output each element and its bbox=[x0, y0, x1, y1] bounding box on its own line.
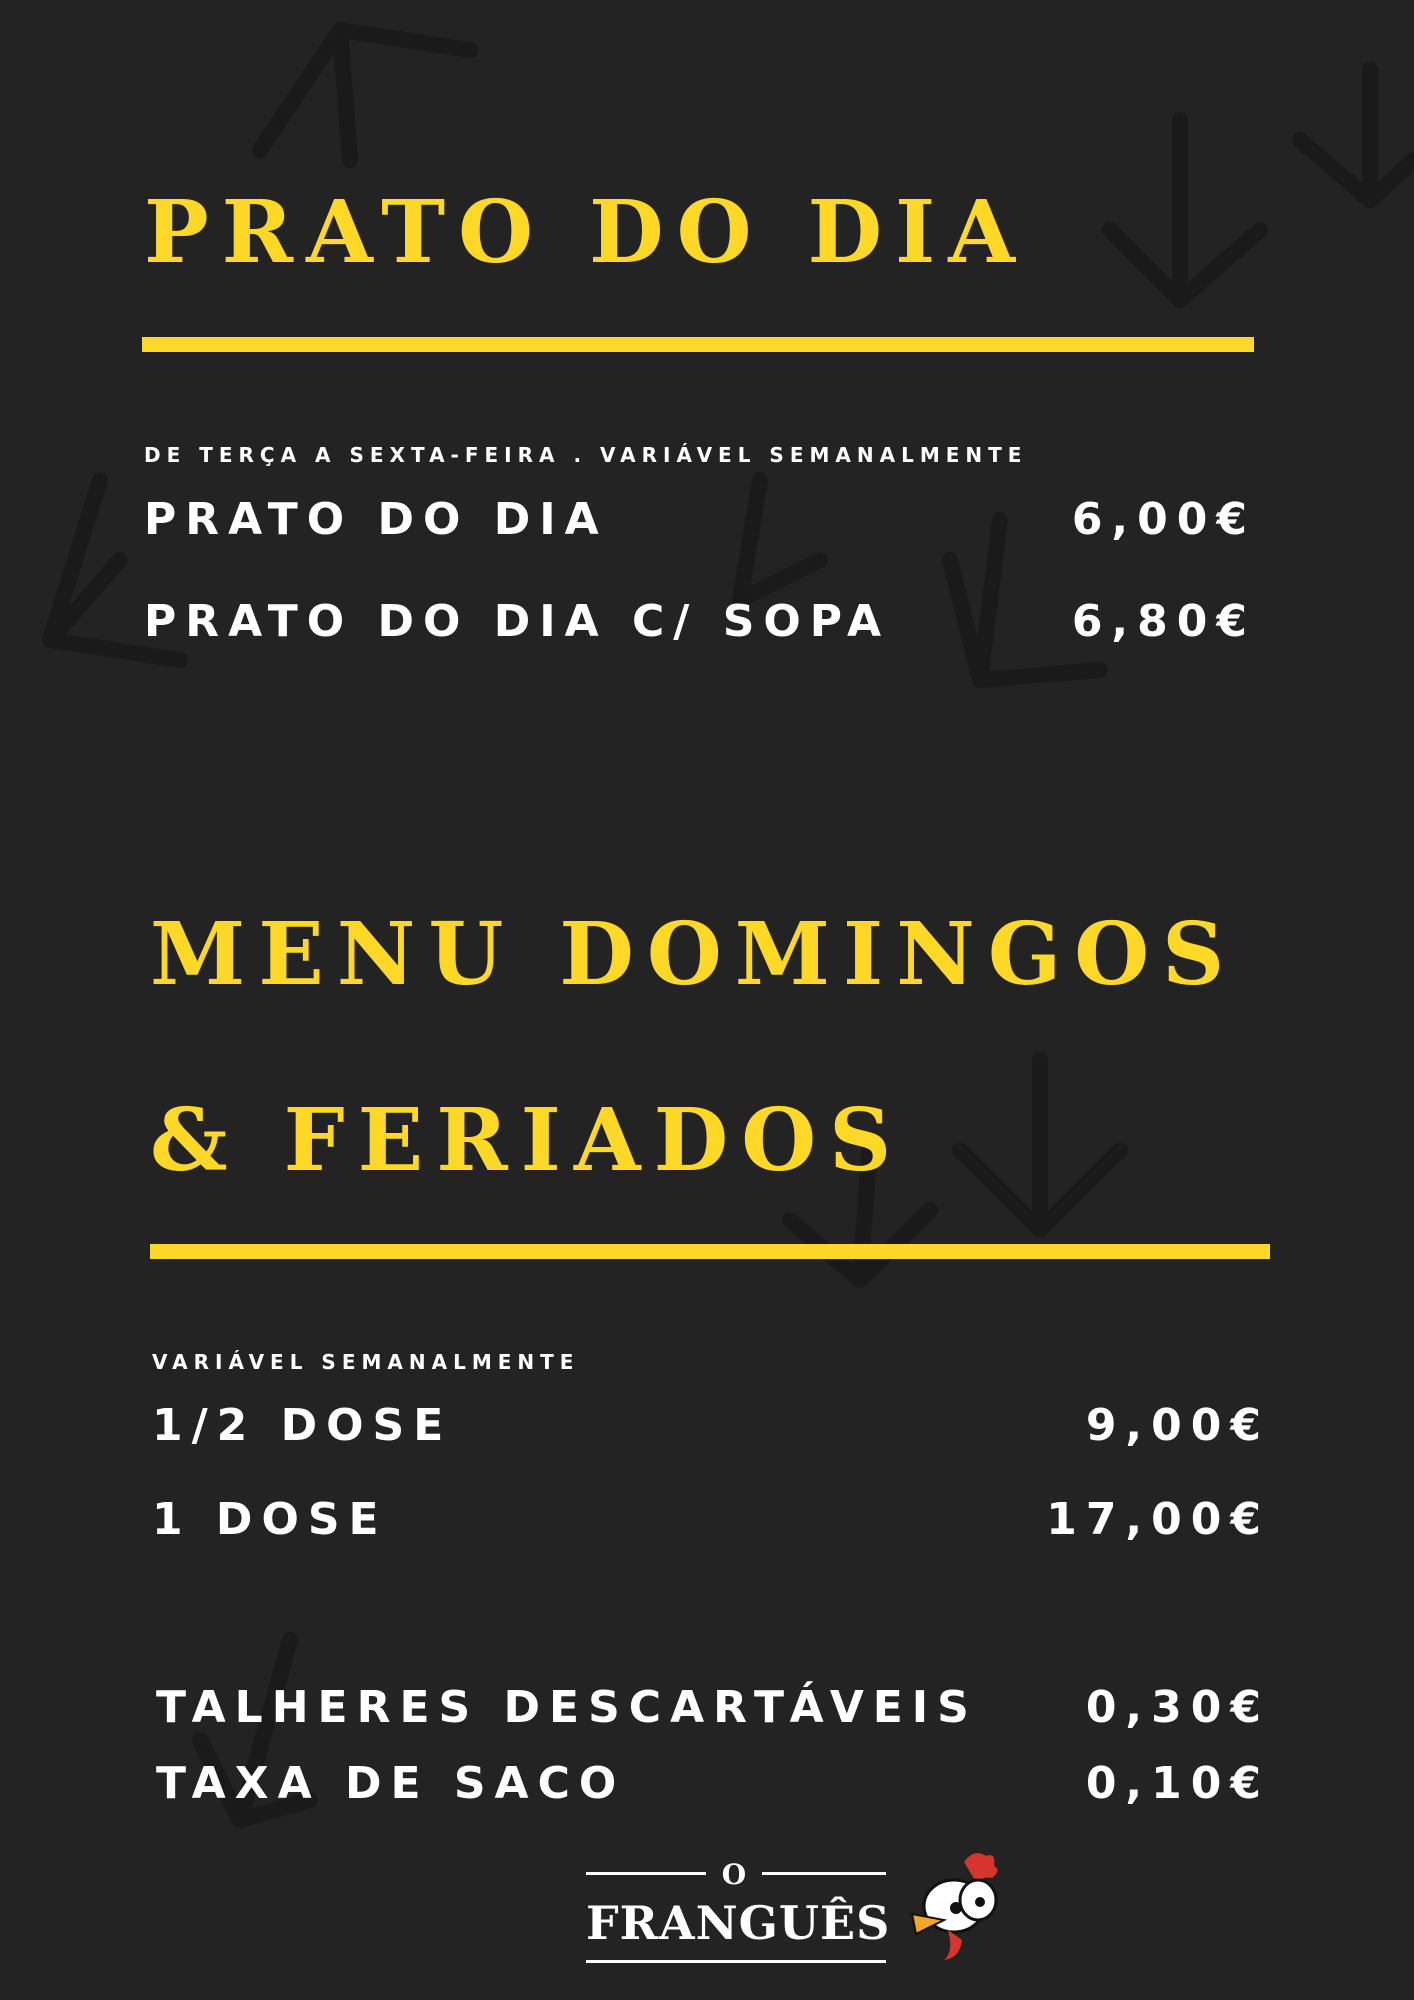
logo-wordmark: FRANGUÊS bbox=[586, 1896, 891, 1950]
extra-item-price: 0,30€ bbox=[1085, 1682, 1270, 1733]
extra-item-row bbox=[156, 1682, 1270, 1733]
menu-domingos-heading-line1: MENU DOMINGOS bbox=[150, 904, 1238, 1005]
prato-do-dia-subtitle: DE TERÇA A SEXTA-FEIRA . VARIÁVEL SEMANALMENTE bbox=[144, 443, 1028, 467]
extra-item-name: TAXA DE SACO bbox=[156, 1758, 626, 1809]
menu-item-price: 6,80€ bbox=[1071, 596, 1256, 647]
o-frangues-logo bbox=[586, 1848, 916, 1968]
logo-line bbox=[586, 1960, 886, 1963]
extra-item-name: TALHERES DESCARTÁVEIS bbox=[156, 1682, 978, 1733]
extra-item-row bbox=[156, 1758, 1270, 1809]
logo-top-letter: O bbox=[721, 1858, 747, 1891]
menu-item-row bbox=[152, 1400, 1270, 1451]
menu-item-name: PRATO DO DIA C/ SOPA bbox=[144, 596, 891, 647]
prato-do-dia-heading: PRATO DO DIA bbox=[144, 182, 1028, 283]
menu-item-name: 1 DOSE bbox=[152, 1494, 388, 1545]
menu-domingos-heading-line2: & FERIADOS bbox=[150, 1090, 905, 1191]
menu-item-price: 6,00€ bbox=[1071, 494, 1256, 545]
menu-item-name: PRATO DO DIA bbox=[144, 494, 608, 545]
menu-domingos-divider bbox=[150, 1244, 1270, 1259]
menu-item-row bbox=[152, 1494, 1270, 1545]
menu-item-price: 17,00€ bbox=[1046, 1494, 1270, 1545]
menu-item-name: 1/2 DOSE bbox=[152, 1400, 453, 1451]
logo-line bbox=[762, 1872, 886, 1875]
logo-line bbox=[586, 1872, 706, 1875]
chicken-mascot-icon bbox=[904, 1848, 1014, 1968]
menu-item-row bbox=[144, 494, 1256, 545]
menu-item-row bbox=[144, 596, 1256, 647]
extra-item-price: 0,10€ bbox=[1085, 1758, 1270, 1809]
menu-item-price: 9,00€ bbox=[1085, 1400, 1270, 1451]
menu-domingos-subtitle: VARIÁVEL SEMANALMENTE bbox=[152, 1350, 580, 1374]
prato-do-dia-divider bbox=[142, 337, 1254, 352]
